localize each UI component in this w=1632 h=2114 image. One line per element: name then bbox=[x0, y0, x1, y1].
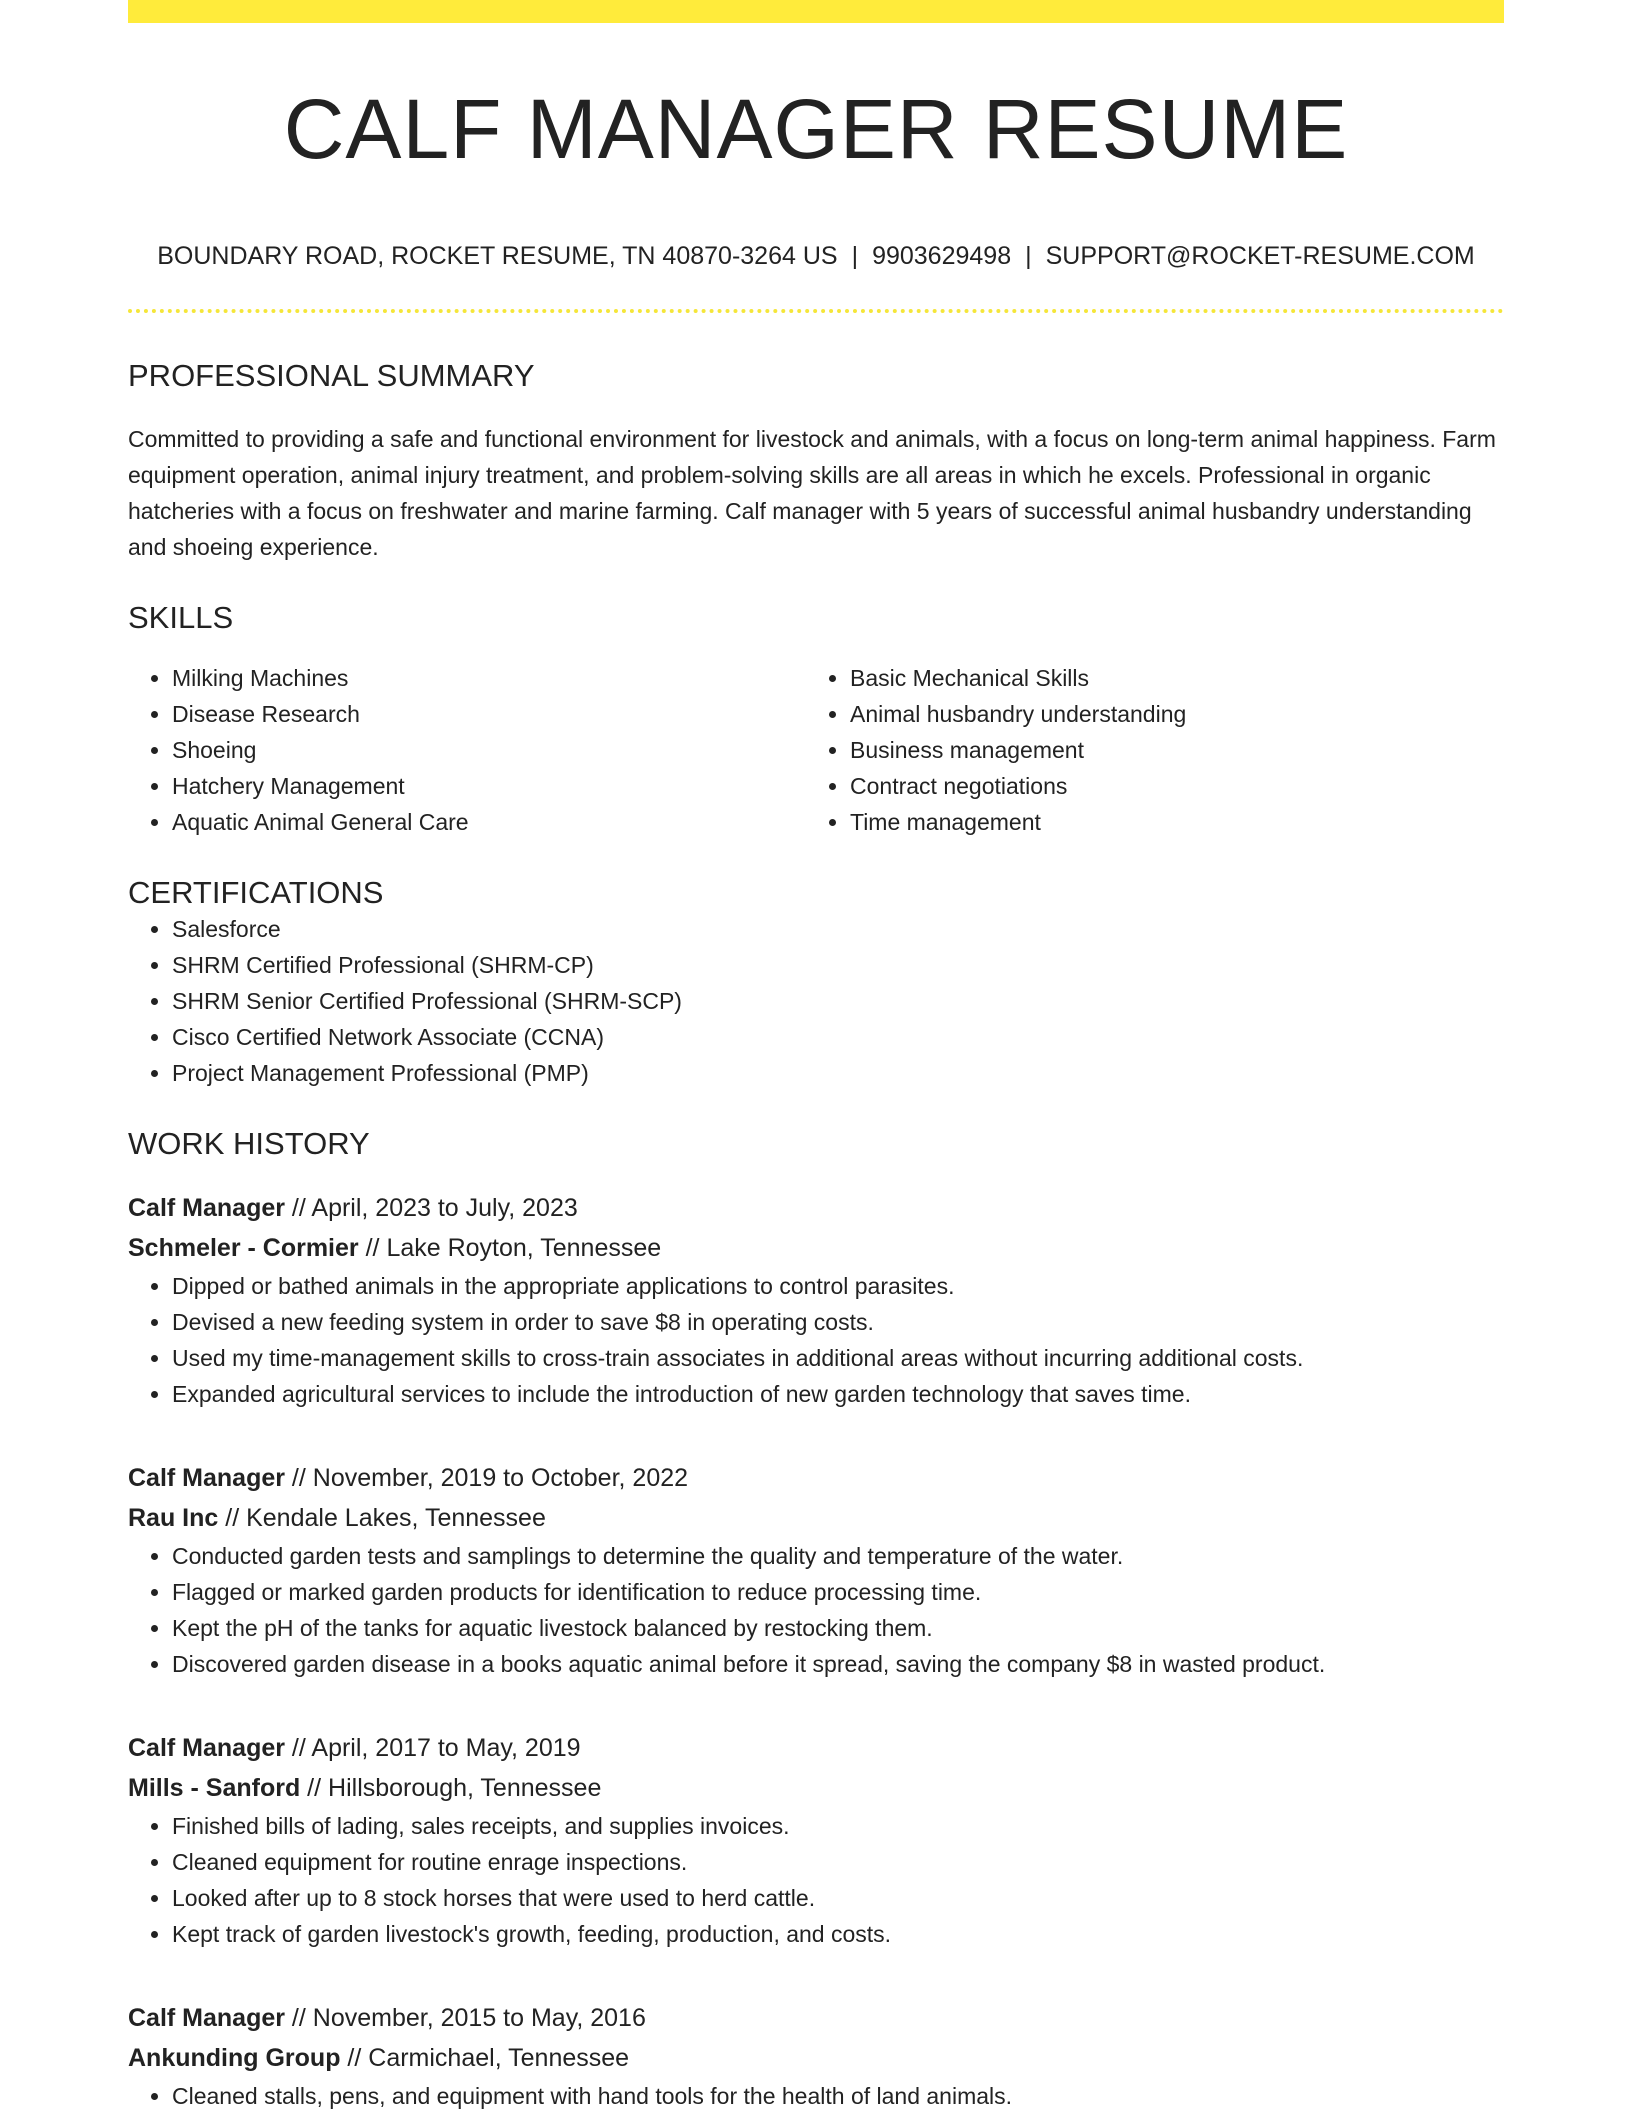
job-company: Mills - Sanford bbox=[128, 1774, 301, 1803]
job-company: Schmeler - Cormier bbox=[128, 1234, 359, 1263]
job-separator: // bbox=[284, 2004, 313, 2033]
job-entry bbox=[128, 1998, 1504, 2114]
job-location: Hillsborough, Tennessee bbox=[328, 1774, 602, 1803]
skills-list-right bbox=[806, 660, 1484, 840]
job-dates: November, 2019 to October, 2022 bbox=[312, 1464, 689, 1493]
work-history-heading: WORK HISTORY bbox=[128, 1125, 370, 1161]
job-entry bbox=[128, 1188, 1504, 1412]
job-location: Kendale Lakes, Tennessee bbox=[246, 1504, 546, 1533]
certification-item: • Cisco Certified Network Associate (CCNA) bbox=[172, 1019, 1504, 1055]
skill-item: • Basic Mechanical Skills bbox=[850, 660, 1484, 696]
job-dates: April, 2023 to July, 2023 bbox=[311, 1194, 578, 1223]
job-title-line bbox=[128, 1188, 1504, 1228]
job-entry bbox=[128, 1728, 1504, 1952]
skills-grid bbox=[128, 660, 1504, 840]
skill-item: • Animal husbandry understanding bbox=[850, 696, 1484, 732]
contact-phone: 9903629498 bbox=[872, 242, 1012, 271]
job-duty: • Kept track of garden livestock's growth, feeding, production, and costs. bbox=[172, 1916, 1504, 1952]
job-company-line bbox=[128, 1228, 1504, 1268]
job-duty: • Dipped or bathed animals in the appropriate applications to control parasites. bbox=[172, 1268, 1504, 1304]
job-duty: • Discovered garden disease in a books aquatic animal before it spread, saving the company $8 in wasted product. bbox=[172, 1646, 1504, 1682]
job-duty: • Cleaned equipment for routine enrage inspections. bbox=[172, 1844, 1504, 1880]
job-location: Lake Royton, Tennessee bbox=[386, 1234, 662, 1263]
certification-item: • Project Management Professional (PMP) bbox=[172, 1055, 1504, 1091]
job-dates: November, 2015 to May, 2016 bbox=[312, 2004, 646, 2033]
job-separator: // bbox=[284, 1194, 312, 1223]
job-company-line bbox=[128, 2038, 1504, 2078]
dotted-divider bbox=[128, 309, 1504, 313]
job-entry bbox=[128, 1458, 1504, 1682]
skill-item: • Hatchery Management bbox=[172, 768, 806, 804]
accent-top-bar bbox=[128, 0, 1504, 23]
job-duty: • Kept the pH of the tanks for aquatic livestock balanced by restocking them. bbox=[172, 1610, 1504, 1646]
job-duty: • Cleaned stalls, pens, and equipment with hand tools for the health of land animals. bbox=[172, 2078, 1504, 2114]
skill-item: • Aquatic Animal General Care bbox=[172, 804, 806, 840]
job-duties-list bbox=[128, 1808, 1504, 1952]
contact-separator: | bbox=[1025, 242, 1032, 271]
skills-list-left bbox=[128, 660, 806, 840]
job-title-line bbox=[128, 1998, 1504, 2038]
job-duty: • Used my time-management skills to cross-train associates in additional areas without incurring additional costs. bbox=[172, 1340, 1504, 1376]
job-company-line bbox=[128, 1768, 1504, 1808]
job-separator: // bbox=[284, 1464, 313, 1493]
job-separator: // bbox=[284, 1734, 312, 1763]
job-company: Ankunding Group bbox=[128, 2044, 341, 2073]
certifications-list bbox=[128, 911, 1504, 1091]
summary-text: Committed to providing a safe and functional environment for livestock and animals, with a focus on long-term animal happiness. Farm equipment operation, animal injury treatment, and problem-solving skills are all areas in which he excels. Professional in organic hatcheries with a focus on freshwater and marine farming. Calf manager with 5 years of successful animal husbandry understanding and shoeing experience. bbox=[128, 425, 1496, 560]
skills-column-left bbox=[128, 660, 806, 840]
job-duty: • Flagged or marked garden products for identification to reduce processing time. bbox=[172, 1574, 1504, 1610]
skills-column-right bbox=[806, 660, 1484, 840]
job-title: Calf Manager bbox=[128, 2004, 285, 2033]
job-duties-list bbox=[128, 2078, 1504, 2114]
job-location: Carmichael, Tennessee bbox=[368, 2044, 630, 2073]
contact-address: BOUNDARY ROAD, ROCKET RESUME, TN 40870-3264 US bbox=[157, 242, 838, 271]
skill-item: • Contract negotiations bbox=[850, 768, 1484, 804]
job-separator: // bbox=[300, 1774, 329, 1803]
contact-separator: | bbox=[851, 242, 859, 271]
job-separator: // bbox=[358, 1234, 387, 1263]
certifications-heading: CERTIFICATIONS bbox=[128, 874, 384, 910]
contact-email: SUPPORT@ROCKET-RESUME.COM bbox=[1045, 242, 1475, 271]
contact-line bbox=[128, 241, 1504, 271]
skill-item: • Time management bbox=[850, 804, 1484, 840]
certification-item: • SHRM Certified Professional (SHRM-CP) bbox=[172, 947, 1504, 983]
job-title: Calf Manager bbox=[128, 1464, 285, 1493]
certification-item: • SHRM Senior Certified Professional (SHRM-SCP) bbox=[172, 983, 1504, 1019]
job-dates: April, 2017 to May, 2019 bbox=[311, 1734, 581, 1763]
job-title-line bbox=[128, 1728, 1504, 1768]
job-duty: • Devised a new feeding system in order to save $8 in operating costs. bbox=[172, 1304, 1504, 1340]
job-duties-list bbox=[128, 1268, 1504, 1412]
skill-item: • Milking Machines bbox=[172, 660, 806, 696]
job-duty: • Conducted garden tests and samplings to determine the quality and temperature of the water. bbox=[172, 1538, 1504, 1574]
skill-item: • Shoeing bbox=[172, 732, 806, 768]
job-separator: // bbox=[340, 2044, 369, 2073]
job-company: Rau Inc bbox=[128, 1504, 219, 1533]
skill-item: • Business management bbox=[850, 732, 1484, 768]
job-title: Calf Manager bbox=[128, 1734, 285, 1763]
job-duty: • Expanded agricultural services to include the introduction of new garden technology that saves time. bbox=[172, 1376, 1504, 1412]
certification-item: • Salesforce bbox=[172, 911, 1504, 947]
job-company-line bbox=[128, 1498, 1504, 1538]
job-separator: // bbox=[218, 1504, 247, 1533]
job-title-line bbox=[128, 1458, 1504, 1498]
page-title: CALF MANAGER RESUME bbox=[283, 82, 1349, 176]
job-duties-list bbox=[128, 1538, 1504, 1682]
job-duty: • Looked after up to 8 stock horses that were used to herd cattle. bbox=[172, 1880, 1504, 1916]
summary-heading: PROFESSIONAL SUMMARY bbox=[128, 358, 535, 394]
skill-item: • Disease Research bbox=[172, 696, 806, 732]
job-title: Calf Manager bbox=[128, 1194, 285, 1223]
job-duty: • Finished bills of lading, sales receipts, and supplies invoices. bbox=[172, 1808, 1504, 1844]
skills-heading: SKILLS bbox=[128, 599, 234, 635]
resume-page bbox=[128, 0, 1504, 2114]
